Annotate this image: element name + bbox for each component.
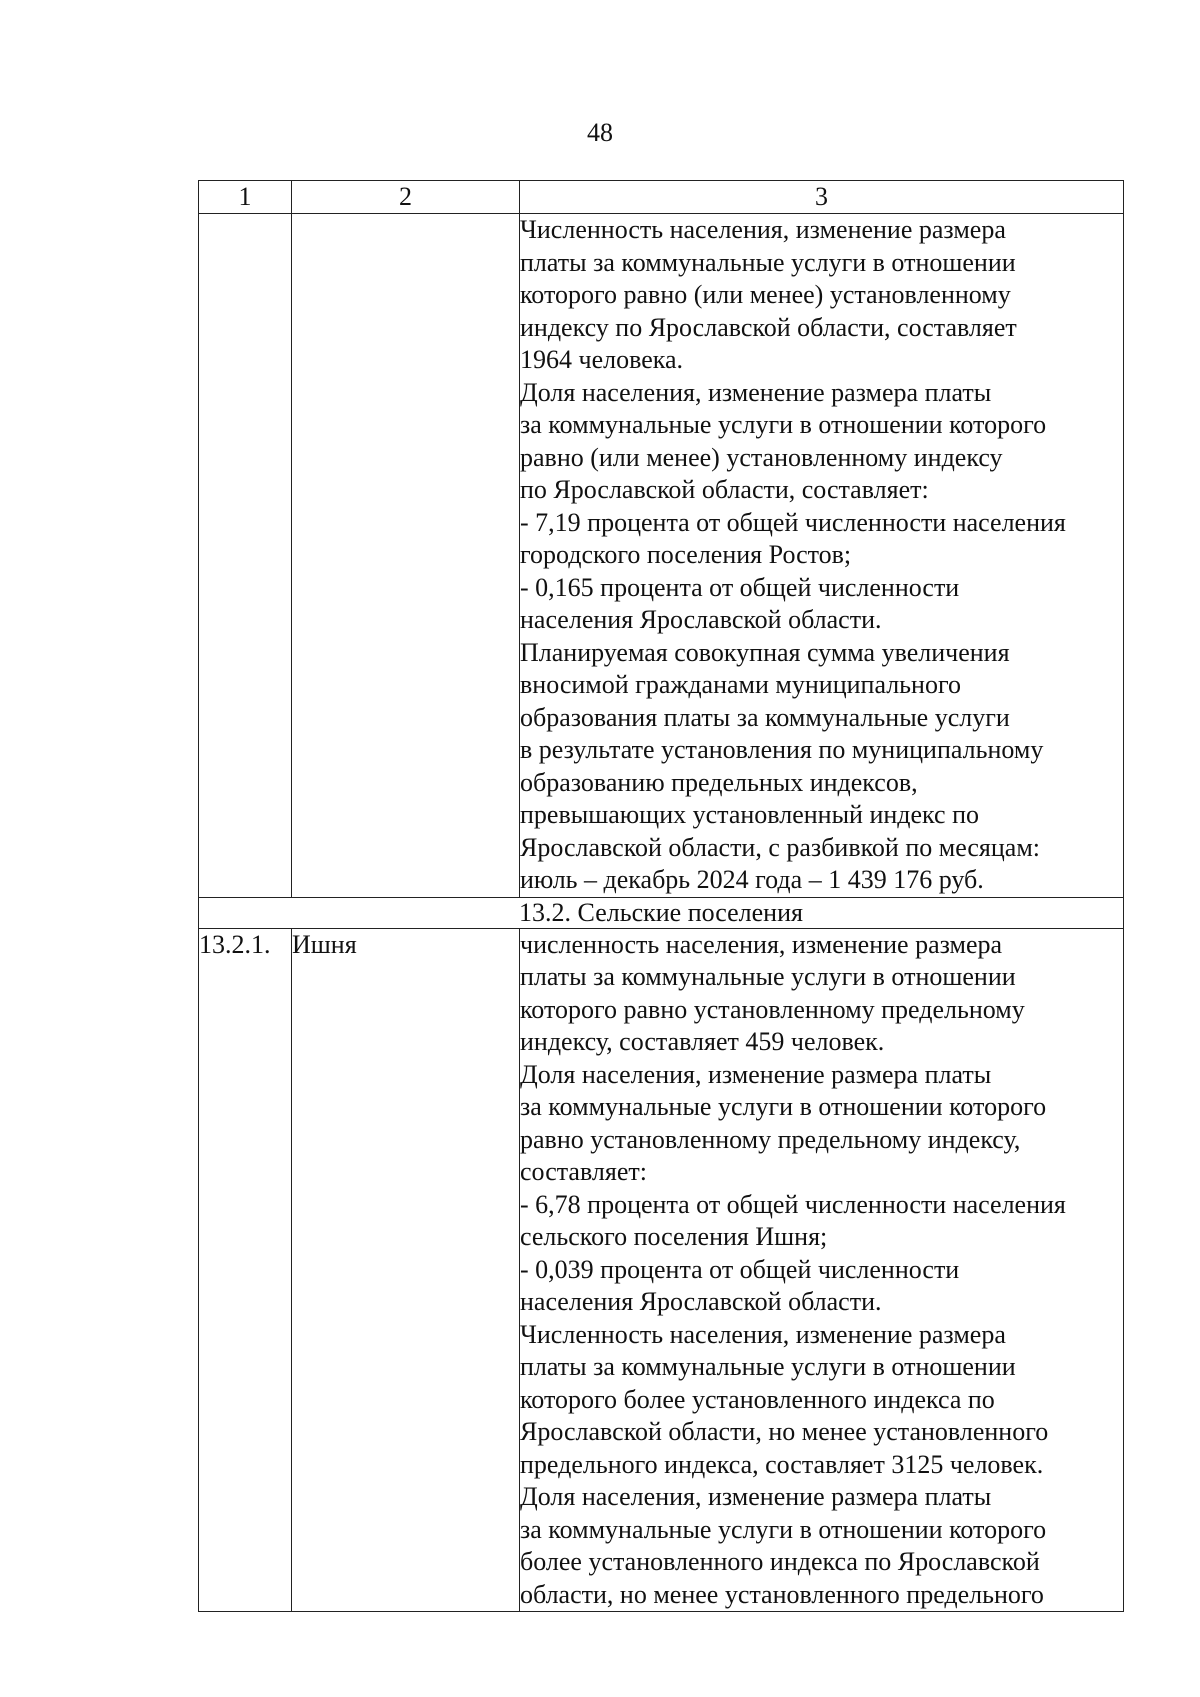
row1-description-text: [520, 214, 1123, 897]
text-line: платы за коммунальные услуги в отношении: [520, 247, 1016, 277]
row1-number-cell: [199, 214, 292, 898]
text-line: Численность населения, изменение размера: [520, 215, 1006, 244]
row2-description-text: [520, 929, 1123, 1612]
header-col-1: 1: [199, 181, 292, 214]
text-line: сельского поселения Ишня;: [520, 1222, 828, 1251]
text-line: за коммунальные услуги в отношении которого: [520, 1092, 1047, 1121]
text-line: образованию предельных индексов,: [520, 767, 918, 797]
text-line: - 7,19 процента от общей численности населения: [520, 507, 1066, 537]
page-number: 48: [587, 118, 613, 147]
row2-number-cell: 13.2.1.: [199, 928, 292, 1612]
row1-description-cell: [520, 214, 1124, 898]
row2-name-cell: Ишня: [292, 928, 520, 1612]
text-line: по Ярославской области, составляет:: [520, 475, 929, 504]
text-line: 1964 человека.: [520, 345, 684, 374]
text-line: Доля населения, изменение размера платы: [520, 377, 992, 407]
row2-description-cell: [520, 928, 1124, 1612]
text-line: предельного индекса, составляет 3125 человек.: [520, 1449, 1044, 1479]
text-line: которого более установленного индекса по: [520, 1384, 995, 1414]
table-header-row: [199, 181, 1124, 214]
text-line: платы за коммунальные услуги в отношении: [520, 1352, 1016, 1381]
text-line: превышающих установленный индекс по: [520, 800, 979, 829]
text-line: за коммунальные услуги в отношении которого: [520, 1514, 1047, 1544]
text-line: Доля населения, изменение размера платы: [520, 1059, 992, 1089]
text-line: численность населения, изменение размера: [520, 929, 1003, 959]
text-line: индексу, составляет 459 человек.: [520, 1027, 885, 1056]
text-line: Численность населения, изменение размера: [520, 1319, 1006, 1349]
text-line: области, но менее установленного предельного: [520, 1579, 1044, 1609]
text-line: которого равно установленному предельному: [520, 994, 1025, 1024]
text-line: равно (или менее) установленному индексу: [520, 442, 1003, 472]
text-line: населения Ярославской области.: [520, 1287, 882, 1316]
text-line: индексу по Ярославской области, составляет: [520, 312, 1017, 342]
header-col-2: 2: [292, 181, 520, 214]
text-line: - 6,78 процента от общей численности населения: [520, 1189, 1066, 1219]
text-line: Доля населения, изменение размера платы: [520, 1482, 992, 1511]
text-line: населения Ярославской области.: [520, 605, 882, 634]
text-line: более установленного индекса по Ярославской: [520, 1547, 1040, 1576]
text-line: которого равно (или менее) установленному: [520, 280, 1011, 309]
text-line: - 0,165 процента от общей численности: [520, 572, 960, 602]
section-row: [199, 897, 1124, 928]
text-line: образования платы за коммунальные услуги: [520, 702, 1010, 732]
text-line: Планируемая совокупная сумма увеличения: [520, 637, 1010, 667]
table-row: [199, 214, 1124, 898]
text-line: Ярославской области, с разбивкой по месяцам:: [520, 832, 1041, 862]
text-line: июль – декабрь 2024 года – 1 439 176 руб.: [520, 865, 984, 894]
text-line: за коммунальные услуги в отношении которого: [520, 410, 1047, 439]
text-line: равно установленному предельному индексу,: [520, 1124, 1021, 1154]
text-line: в результате установления по муниципальному: [520, 735, 1044, 764]
row1-name-cell: [292, 214, 520, 898]
text-line: вносимой гражданами муниципального: [520, 670, 961, 699]
section-title: 13.2. Сельские поселения: [199, 897, 1124, 928]
text-line: составляет:: [520, 1157, 647, 1186]
table-row: [199, 928, 1124, 1612]
header-col-3: 3: [520, 181, 1124, 214]
data-table: [198, 180, 1124, 1612]
text-line: платы за коммунальные услуги в отношении: [520, 962, 1016, 991]
text-line: Ярославской области, но менее установленного: [520, 1417, 1049, 1446]
text-line: городского поселения Ростов;: [520, 540, 852, 569]
text-line: - 0,039 процента от общей численности: [520, 1254, 960, 1284]
